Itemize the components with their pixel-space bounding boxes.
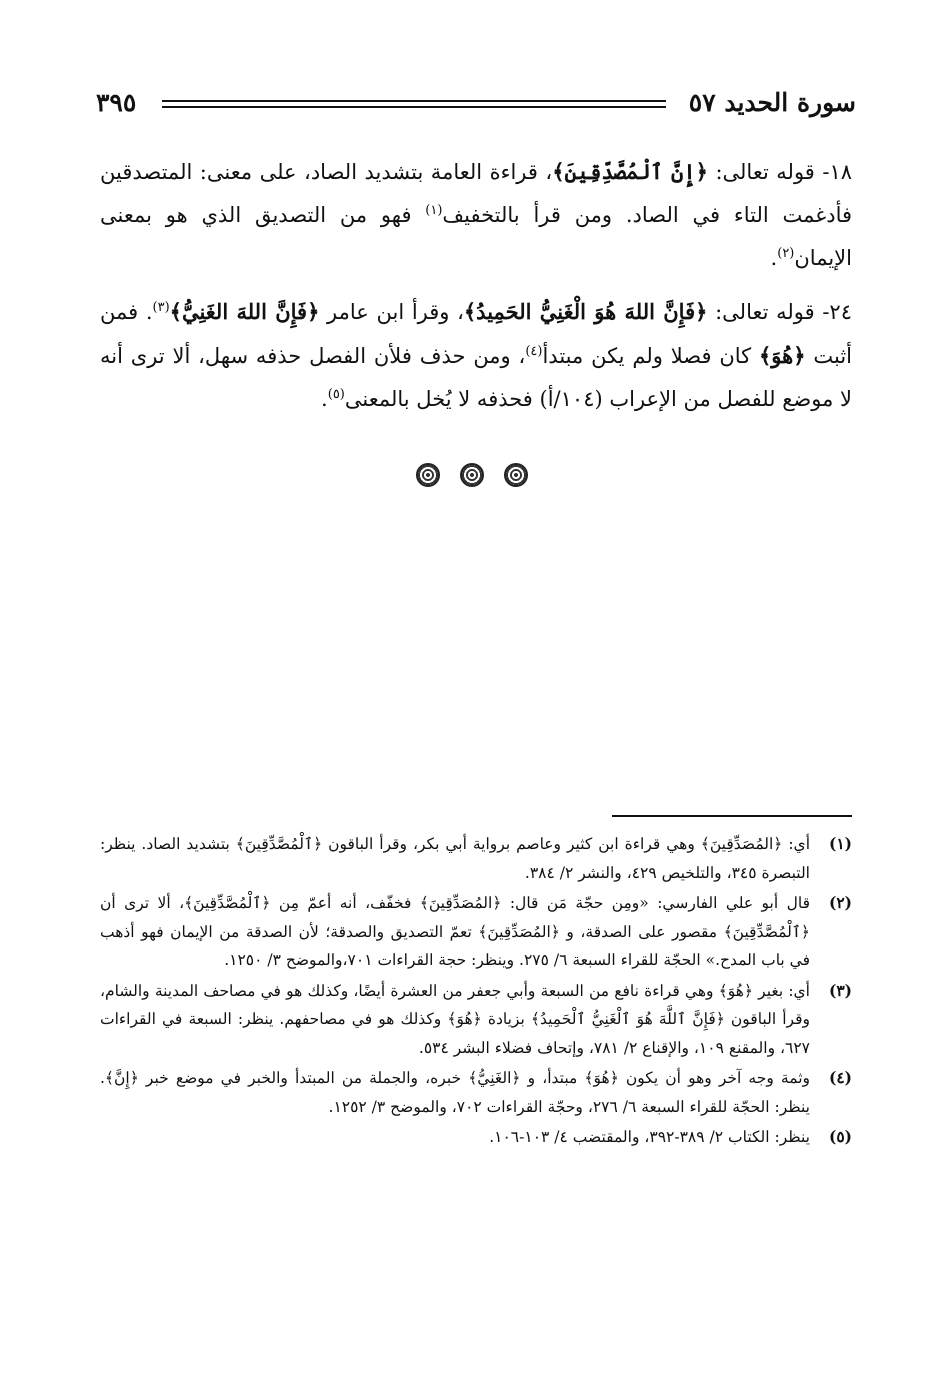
footnote-number: (٢) bbox=[828, 893, 852, 912]
footnote-3 bbox=[100, 977, 852, 1063]
footnotes bbox=[100, 830, 852, 1154]
paragraph-text: . فمن أثبت bbox=[100, 300, 853, 368]
footnote-ref[interactable]: (٣) bbox=[152, 300, 170, 315]
footnote-2 bbox=[100, 889, 852, 975]
quran-quote: ﴿فَإِنَّ اللهَ هُوَ الْغَنِيُّ الحَمِيدُ﴾ bbox=[463, 299, 708, 324]
main-text bbox=[100, 150, 852, 431]
paragraph-text: ، وقرأ ابن عامر bbox=[319, 300, 464, 324]
footnote-number: (١) bbox=[828, 834, 852, 853]
section-ornaments bbox=[0, 462, 944, 492]
footnote-separator bbox=[612, 815, 852, 817]
footnote-4 bbox=[100, 1064, 852, 1121]
paragraph-text: كان فصلا ولم يكن مبتدأ bbox=[542, 344, 759, 368]
ornament-icon bbox=[460, 463, 484, 487]
footnote-text: ينظر: الكتاب ٢/ ٣٨٩-٣٩٢، والمقتضب ٤/ ١٠٣-١٠٦. bbox=[489, 1128, 810, 1146]
footnote-number: (٣) bbox=[828, 980, 852, 1000]
ornament-icon bbox=[416, 463, 440, 487]
footnote-ref[interactable]: (٥) bbox=[327, 387, 345, 402]
verse-intro: ٢٤- قوله تعالى: bbox=[707, 300, 852, 324]
footnote-number: (٥) bbox=[828, 1127, 852, 1146]
page-header bbox=[96, 88, 856, 132]
paragraph-text: فهو من التصديق الذي هو بمعنى الإيمان bbox=[100, 203, 852, 270]
quran-quote: ﴿هُوَ﴾ bbox=[758, 343, 806, 368]
footnote-ref[interactable]: (٢) bbox=[777, 246, 795, 261]
footnote-ref[interactable]: (١) bbox=[425, 203, 443, 218]
footnote-ref[interactable]: (٤) bbox=[525, 344, 543, 359]
verse-intro: ١٨- قوله تعالى: bbox=[707, 160, 852, 184]
paragraph-verse-24 bbox=[100, 290, 852, 421]
surah-title: سورة الحديد ٥٧ bbox=[688, 88, 856, 117]
footnote-text: وثمة وجه آخر وهو أن يكون ﴿هُوَ﴾ مبتدأ، و ﴿الغَنِيُّ﴾ خبره، والجملة من المبتدأ والخبر في موضع خبر ﴿إِنَّ﴾. ينظر: الحجّة للقراء السبعة ٦/ ٢٧٦، وحجّة القراءات ٧٠٢، والموضح ٣/ ١٢٥٢. bbox=[100, 1069, 810, 1116]
ornament-icon bbox=[504, 463, 528, 487]
footnote-number: (٤) bbox=[828, 1068, 852, 1087]
paragraph-end: . bbox=[321, 387, 328, 411]
paragraph-end: . bbox=[770, 246, 778, 270]
header-rule bbox=[162, 100, 666, 108]
footnote-text: أي: ﴿المُصَدِّقِينَ﴾ وهي قراءة ابن كثير وعاصم برواية أبي بكر، وقرأ الباقون ﴿ٱلْمُصَّدِّقِينَ﴾ بتشديد الصاد. ينظر: التبصرة ٣٤٥، والتلخيص ٤٢٩، والنشر ٢/ ٣٨٤. bbox=[100, 835, 810, 882]
footnote-5 bbox=[100, 1123, 852, 1152]
paragraph-text: ، ومن حذف فلأن الفصل حذفه سهل، ألا ترى أنه لا موضع للفصل من الإعراب (١٠٤/أ) فحذفه لا يُخل بالمعنى bbox=[100, 344, 852, 411]
quran-quote: ﴿إِنَّ ٱلْمُصَّدِّقِينَ﴾ bbox=[552, 159, 708, 184]
footnote-text: أي: بغير ﴿هُوَ﴾ وهي قراءة نافع من السبعة وأبي جعفر من العشرة أيضًا، وكذلك هو في مصاحف المدينة والشام، وقرأ الباقون ﴿فَإِنَّ ٱللَّهَ هُوَ ٱلْغَنِيُّ ٱلْحَمِيدُ﴾ بزيادة ﴿هُوَ﴾ وكذلك هو في مصاحفهم. ينظر: السبعة في القراءات ٦٢٧، والمقنع ١٠٩، والإقناع ٢/ ٧٨١، وإتحاف فضلاء البشر ٥٣٤. bbox=[100, 981, 810, 1057]
footnote-text: قال أبو علي الفارسي: «ومِن حجّة مَن قال: ﴿المُصَدِّقِينَ﴾ فخفّف، أنه أعمّ مِن ﴿ٱلْمُصَّدِّقِينَ﴾، ألا ترى أن ﴿ٱلْمُصَّدِّقِينَ﴾ مقصور على الصدقة، و ﴿المُصَدِّقِينَ﴾ تعمّ التصديق والصدقة؛ لأن الصدقة من الإيمان فهو أذهب في باب المدح.» الحجّة للقراء السبعة ٦/ ٢٧٥. وينظر: حجة القراءات ٧٠١،والموضح ٣/ ١٢٥٠. bbox=[100, 894, 810, 969]
footnote-1 bbox=[100, 830, 852, 887]
quran-quote: ﴿فَإِنَّ اللهَ الغَنِيُّ﴾ bbox=[169, 299, 320, 324]
paragraph-verse-18 bbox=[100, 150, 852, 280]
page-number: ٣٩٥ bbox=[96, 88, 137, 117]
paragraph-text: ، قراءة العامة بتشديد الصاد، على معنى: المتصدقين فأدغمت التاء في الصاد. ومن قرأ بالتخفيف bbox=[100, 160, 853, 227]
